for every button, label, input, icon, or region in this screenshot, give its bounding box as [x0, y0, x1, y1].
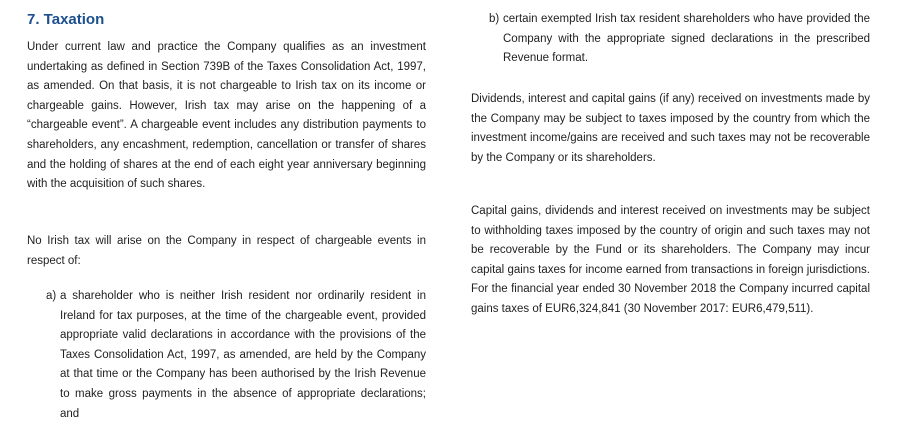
capital-gains-paragraph: Capital gains, dividends and interest received on investments may be subject to withholding taxes imposed by the country of origin and such taxes may not be recoverable by the Fund or its shareholders. The Company may incur capital gains taxes for income earned from transactions in foreign jurisdictions. For the financial year ended 30 November 2018 the Company incurred capital gains taxes of EUR6,324,841 (30 November 2017: EUR6,479,511).: [471, 205, 870, 315]
list-item-a: [46, 287, 426, 424]
list-marker-a: a): [46, 290, 57, 302]
list-item-a-text: a shareholder who is neither Irish resident nor ordinarily resident in Ireland for tax purposes, at the time of the chargeable event, provided appropriate valid declarations in accordance with the provisions of the Taxes Consolidation Act, 1997, as amended, are held by the Company at that time or the Company has been authorised by the Irish Revenue to make gross payments in the absence of appropriate declarations; and: [60, 290, 426, 420]
list-marker-b: b): [489, 13, 500, 25]
list-item-b: [489, 10, 870, 69]
dividends-paragraph: Dividends, interest and capital gains (if any) received on investments made by the Company may be subject to taxes imposed by the country from which the investment income/gains are received and such taxes may not be recoverable by the Company or its shareholders.: [471, 93, 870, 164]
section-heading: 7. Taxation: [27, 11, 105, 28]
intro-paragraph: Under current law and practice the Company qualifies as an investment undertaking as defined in Section 739B of the Taxes Consolidation Act, 1997, as amended. On that basis, it is not chargeable to Irish tax on its income or chargeable gains. However, Irish tax may arise on the happening of a “chargeable event”. A chargeable event includes any distribution payments to shareholders, any encashment, redemption, cancellation or transfer of shares and the holding of shares at the end of each eight year anniversary beginning with the acquisition of such shares.: [27, 41, 426, 191]
exemption-intro-paragraph: No Irish tax will arise on the Company in respect of chargeable events in respect of:: [27, 235, 426, 267]
list-item-b-text: certain exempted Irish tax resident shareholders who have provided the Company with the appropriate signed declarations in the prescribed Revenue format.: [503, 13, 870, 65]
